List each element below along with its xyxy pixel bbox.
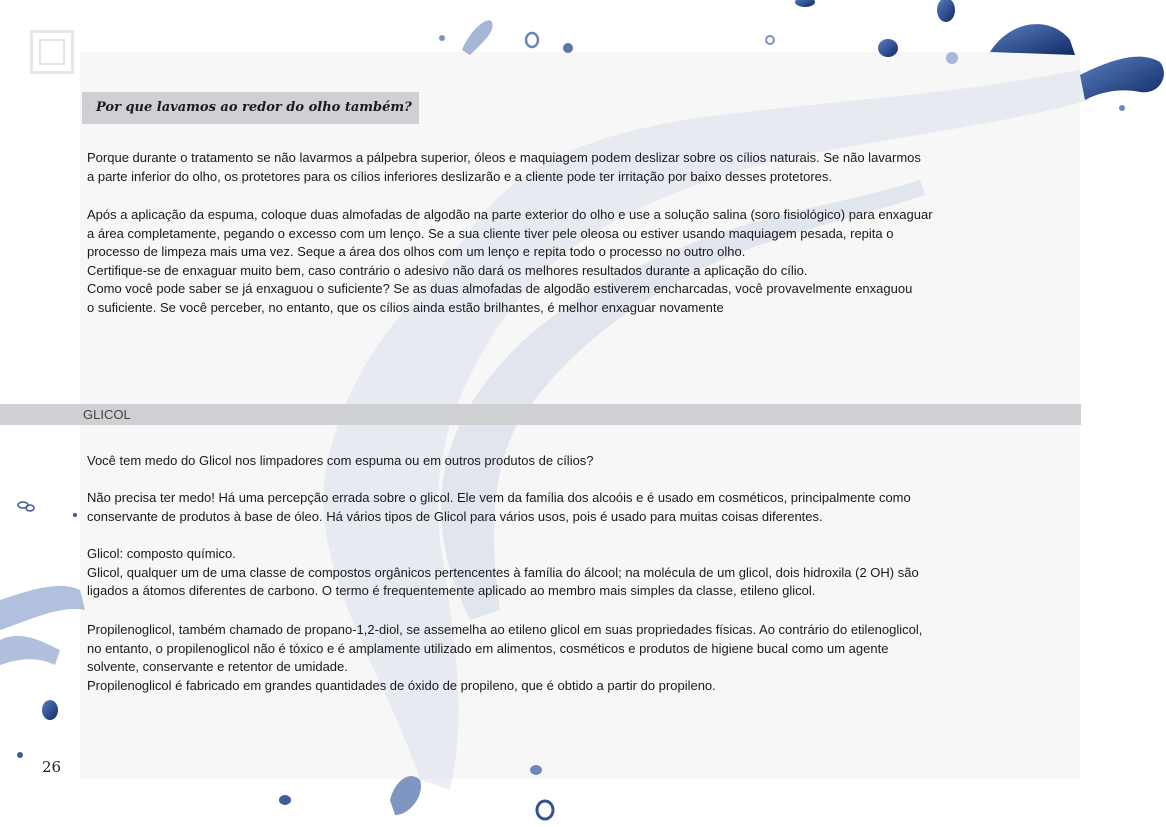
text-line: a parte inferior do olho, os protetores para os cílios inferiores deslizarão e a cliente pode ter irritação por baixo desses protetores.	[87, 168, 833, 184]
paragraph-glicol-misconception	[87, 489, 911, 526]
paragraph-rinse-instructions	[87, 206, 933, 318]
paragraph-propilenoglicol	[87, 621, 922, 695]
text-line: solvente, conservante e retentor de umidade.	[87, 659, 348, 675]
text-line: conservante de produtos à base de óleo. Há vários tipos de Glicol para vários usos, pois é usado para muitas coisas diferentes.	[87, 508, 823, 524]
text-line: processo de limpeza mais uma vez. Seque a área dos olhos com um lenço e repita todo o processo no outro olho.	[87, 244, 746, 260]
paragraph-glicol-question	[87, 452, 594, 471]
page-number: 26	[42, 758, 62, 776]
brand-logo	[30, 30, 74, 74]
text-line: o suficiente. Se você perceber, no entanto, que os cílios ainda estão brilhantes, é melhor enxaguar novamente	[87, 299, 724, 315]
section-heading-glicol: GLICOL	[0, 404, 1081, 425]
section-heading-eye-wash: Por que lavamos ao redor do olho também?	[82, 92, 419, 124]
text-line: no entanto, o propilenoglicol não é tóxico e é amplamente utilizado em alimentos, cosméticos e produtos de higiene bucal como um agente	[87, 640, 889, 656]
paragraph-glicol-definition	[87, 545, 919, 601]
text-line: ligados a átomos diferentes de carbono. O termo é frequentemente aplicado ao membro mais simples da classe, etileno glicol.	[87, 583, 816, 599]
text-line: Certifique-se de enxaguar muito bem, caso contrário o adesivo não dará os melhores resultados durante a aplicação do cílio.	[87, 262, 808, 278]
text-line: a área completamente, pegando o excesso com um lenço. Se a sua cliente tiver pele oleosa ou estiver usando maquiagem pesada, repita o	[87, 225, 894, 241]
text-line: Não precisa ter medo! Há uma percepção errada sobre o glicol. Ele vem da família dos alcoóis e é usado em cosméticos, principalmente como	[87, 490, 911, 505]
text-line: Glicol, qualquer um de uma classe de compostos orgânicos pertencentes à família do álcool; na molécula de um glicol, dois hidroxila (2 OH) são	[87, 564, 919, 580]
text-line: Propilenoglicol é fabricado em grandes quantidades de óxido de propileno, que é obtido a partir do propileno.	[87, 677, 716, 693]
text-line: Você tem medo do Glicol nos limpadores com espuma ou em outros produtos de cílios?	[87, 453, 594, 468]
text-line: Glicol: composto químico.	[87, 546, 236, 561]
text-line: Porque durante o tratamento se não lavarmos a pálpebra superior, óleos e maquiagem podem deslizar sobre os cílios naturais. Se não lavarmos	[87, 150, 921, 165]
text-line: Como você pode saber se já enxaguou o suficiente? Se as duas almofadas de algodão estiverem encharcadas, você provavelmente enxaguou	[87, 281, 913, 297]
paragraph-eye-wash-reason	[87, 149, 921, 186]
text-line: Propilenoglicol, também chamado de propano-1,2-diol, se assemelha ao etileno glicol em suas propriedades físicas. Ao contrário do etilenoglicol,	[87, 622, 923, 637]
text-line: Após a aplicação da espuma, coloque duas almofadas de algodão na parte exterior do olho e use a solução salina (soro fisiológico) para enxaguar	[87, 207, 933, 222]
